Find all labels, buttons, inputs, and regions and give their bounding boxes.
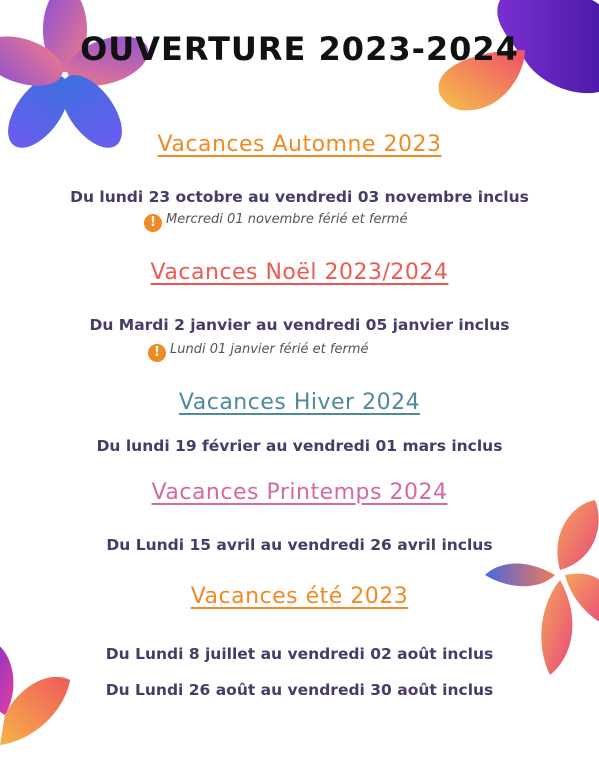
page-title: OUVERTURE 2023-2024 [80, 30, 519, 68]
section-heading-ete: Vacances été 2023 [190, 584, 409, 609]
dates-noel: Du Mardi 2 janvier au vendredi 05 janvier inclus [89, 316, 510, 334]
section-heading-automne: Vacances Automne 2023 [157, 132, 442, 157]
warning-icon: ! [144, 214, 162, 232]
note-noel: ! Lundi 01 janvier férié et fermé [148, 342, 368, 362]
dates-ete-1: Du Lundi 8 juillet au vendredi 02 août inclus [105, 645, 494, 663]
dates-printemps: Du Lundi 15 avril au vendredi 26 avril inclus [106, 536, 493, 554]
dates-ete-2: Du Lundi 26 août au vendredi 30 août inclus [105, 681, 494, 699]
section-heading-noel: Vacances Noël 2023/2024 [150, 260, 449, 285]
section-heading-hiver: Vacances Hiver 2024 [178, 390, 421, 415]
warning-icon: ! [148, 344, 166, 362]
section-heading-printemps: Vacances Printemps 2024 [151, 480, 448, 505]
dates-hiver: Du lundi 19 février au vendredi 01 mars inclus [96, 437, 503, 455]
note-automne: ! Mercredi 01 novembre férié et fermé [144, 212, 407, 232]
dates-automne: Du lundi 23 octobre au vendredi 03 novembre inclus [70, 188, 529, 206]
